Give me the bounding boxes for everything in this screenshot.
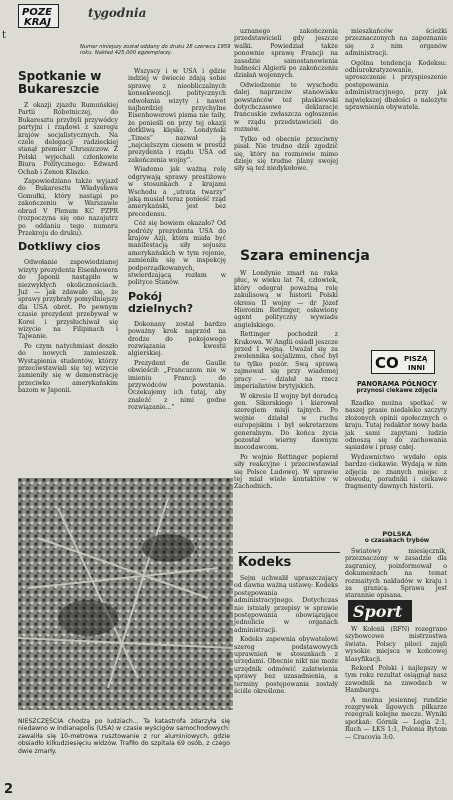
polska-header [346,530,448,544]
paragraph: Ogólna tendencja Kodeksu: odbiurokratyzowanie, uproszczenie i przyspieszenie postępowania administracyjnego, przy jak największej dbałości o należyte uprawnienia obywatela. [345,59,447,112]
paragraph: Odwołanie zapowiedzianej wizyty prezydenta Eisenhowera do Japonii nastąpiło w niezwykłych okolicznościach. Już — jak zdawało się, że sprawy przybrały pomyślniejszy dla USA obrót. Po pewnym czasie prezydent przebywał w Korei i przysłuchiwał się wizycie na Filipinach i Tajwanie. [18,259,118,341]
paragraph: Rettinger pochodził z Krakowa. W Anglii osiadł jeszcze przed I wojną. Uważał się za zwolennika socjalizmu, choć był to tylko pozór. Swą sprawą zajmował się przy wiadomej pracy — działał na rzecz imperialistów brytyjskich. [234,331,338,391]
paragraph: Wszyscy i w USA i gdzie indziej w świecie zdają sobie sprawę z nieobliczalnych konsekwencji politycznych odwołania wizyty i nawet najbardziej przychylne Eisenhowerowi pisma nie taiły, że ponieśli on przy tej okazji dotkliwą klęskę. Londyński „Times” nazwał ją „najcięższym ciosem w prestiż prezydenta i rządu USA od zakończenia wojny”. [128,68,226,164]
photo-indianapolis-crowd [18,478,233,710]
polska-subtitle: o czasakach trybów [364,538,430,544]
svg-text:Sport: Sport [353,602,403,621]
paragraph: W Londynie zmarł na raka płuc, w wieku lat 74, człowiek, który odegrał poważną rolę zakulisową w historii Polski okresu II wojny — dr Józef Hieronim Rettinger, osławiony agent polityczny wywiadu angielskiego. [234,270,338,329]
masthead [18,4,448,28]
paragraph: Po wojnie Rettinger popierał siły reakcyjne i przeciwstawiał się Polsce Ludowej. W sprawie tej miał wiele kontaktów w Zachodnich. [234,453,338,491]
section-logo-graphic [18,4,80,28]
paragraph: Rzadko można spotkać w naszej prasie niedaleko szczyty złożonych opinii społecznych o kraju. Tutaj redaktor nowy bada jak sami zapytani ludzie odnoszą się do zachowania sąsiadów i prasy całej. [345,400,447,452]
column-3-szara [234,270,338,493]
panorama-title: PANORAMA PÓŁNOCY [356,380,437,388]
section-logo [18,4,80,28]
editorial-note: Numer niniejszy został oddany do druku 28 czerwca 1959 roku. Nakład 425.000 egzemplarzy. [80,44,231,56]
paragraph: Dokonany został bardzo poważny krok naprzód na drodze do pokojowego rozwiązania kwestii algierskiej. [128,320,226,358]
svg-text:PISZĄ: PISZĄ [404,355,428,363]
paragraph: W okresie II wojny był doradcą gen. Sikorskiego i kierował szeregiem misji tajnych. Po wojnie działał w ruchu europejskim i był sekretarzem generalnym. Do końca życia pozostał wierny dawnym mocodawcom. [234,392,338,452]
paragraph: W Kołonii (RFN) rozegrano szybowcowe mistrzostwa świata. Polscy piloci zajęli wysokie miejsca w końcowej klasyfikacji. [345,626,447,663]
kodeks-rule [238,552,340,553]
polska-title: POLSKA [382,530,412,538]
paragraph: Odwiedzenie te wyschodu dalej naprzeciw stanowisku powstańców też płaskiewski dotychczasowe deklaracje francuskie zwłaszcza ogłoszenie w rządu przedstawicieli do rozmów. [234,81,338,134]
paragraph: Tylko od obecnie przeciwny pisał. Nie trudno dziś zgodzić się, który na rozmowie mimo dzieje się trudne plany swojej siły są też niedykołowe. [234,135,338,173]
sport-logo [348,600,412,622]
paragraph: mieszkańców ścieżki przeznaczonych na zapoznanie się z nim organów administracji. [345,28,447,58]
paragraph: Wydawnictwo wydało opis bardzo ciekawie. Wydają w nim zdjęcia ze znanych miejsc z obwodu, poradniki i ciekawe fragmenty dawnych historii. [345,453,447,491]
column-4-panorama [345,400,447,493]
paragraph: Sejm uchwalił upraszczający od dawna ważną ustawę: Kodeks postępowania administracyjnego. Dotychczas nie istniały przepisy w sprawie postępowania obowiązujące jednolicie w organach administracji. [234,575,338,634]
panorama-header [346,380,448,394]
paragraph: Wiadomo jak ważną rolę odgrywają sprawy prestiżowe w stosunkach z krajami Wschodu a „utrata twarzy” jaką musiał teraz ponieść rząd amerykański, jest bez precedensu. [128,166,226,218]
photo-graphic [18,478,233,710]
headline-szara: Szara eminencja [240,248,370,264]
panorama-subtitle: przynosi ciekawe zdjęcia [356,388,438,394]
column-3-kodeks [234,575,338,698]
headline-kodeks: Kodeks [238,555,292,570]
column-1 [18,70,118,397]
paragraph: Światowy miesięcznik, przeznaczony w zasadzie dla zagranicy, poinformował o dokumentach na temat rozmaitych nakładów w kraju i za granicą. Sprawa jest starannie opisana. [345,548,447,600]
paragraph: Kodeks zapewnia obywatelowi szereg podstawowych uprawnień w stosunkach z urzędami. Obecnie nikt nie może urzędnik odmówić załatwienia sprawy bez uzasadnienia, a terminy postępowania zostały ściśle określone. [234,636,338,696]
column-4-sport [345,626,447,743]
margin-mark: t [2,30,7,41]
svg-text:POZE: POZE [22,7,52,18]
section-title: tygodnia [88,6,147,20]
paragraph: Po czym natychmiast doszło do nowych zamieszek. Wystąpienia studentów, którzy przeciwstawiali się tej wizycie zamieniły się w demonstrację przeciwko amerykańskim bazom w Japonii. [18,342,118,395]
paragraph: Rekord Polski i najlepszy w tym roku rezultat osiągnął nasz zawodnik na zawodach w Hamburgu. [345,665,447,695]
paragraph: Prezydent de Gaulle obwieścił: „Francuzom nie w imieniu Francji do przywódców powstania. Oczekujemy ich tutaj, aby znaleźć z nimi godne rozwiązanie...” [128,359,226,412]
page-number: 2 [4,782,14,797]
paragraph: Cóż się bowiem okazało? Od podróży prezydenta USA do krajów Azji, która miała być manifestacją siły sojuszu amerykańskich w tym rejonie, zamieniła się w inspekcję podporządkowanych, stwierdzającą rozłam w polityce Stanów. [128,220,226,287]
svg-text:CO: CO [375,354,399,372]
headline-pokoj: Pokój dzielnych? [128,289,194,315]
column-3 [234,28,338,175]
paragraph: Z okazji zjazdu Rumuńskiej Partii Robotniczej, do Bukaresztu przybyli przywódcy partyjni i rządowi z szeregu krajów socjalistycznych. Na czele delegacji radzieckiej stanął premier Chruszczow. Z Polski wyjechali członkowie Biura Politycznego: Edward Ochab i Zenon Kliszko. [18,102,118,176]
paragraph: uznanego zakończenia przedstawicieli gdy jeszcze walki. Powiedział także ponownie sprawę Francji na zasadzie samostanowienia ludności Algierii po zakończeniu działań wojennych. [234,28,338,80]
svg-text:KRAJ: KRAJ [24,17,51,28]
headline-spotkanie: Spotkanie w Bukareszcie [18,69,102,96]
co-pisza-inni-logo [371,350,435,374]
paragraph: Zapowiedziano także wyjazd do Bukaresztu Władysława Gomułki, który nastąpi po zakończeniu w Warszawie obrad V Plenum KC PZPR (rozpoczyna się ono nazajutrz po oddaniu tego numeru Przekroju do druku). [18,178,118,237]
svg-text:INNI: INNI [408,364,425,372]
column-4-polska [345,548,447,602]
column-2 [128,68,226,414]
photo-caption: NIESZCZĘŚCIA chodzą po ludziach... Ta katastrofa zdarzyła się niedawno w Indianapolis (USA) w czasie wyścigów samochodowych: zawaliła się 10-metrowa rusztowanie z rur aluminiowych, gdzie obsiadło kilkudziesięciu widzów. Trafiło do szpitala 69 osób, z czego dwie zmarły. [18,718,230,755]
column-4 [345,28,447,113]
paragraph: A można jesiennej rundzie rozgrywek ligowych piłkarze rozegrali kolejne mecze. Wyniki spotkań: Górnik — Legia 2:1, Ruch — ŁKS 1:1, Polonia Bytom — Cracovia 3:0. [345,696,447,741]
headline-dotkliwy: Dotkliwy cios [18,240,101,254]
